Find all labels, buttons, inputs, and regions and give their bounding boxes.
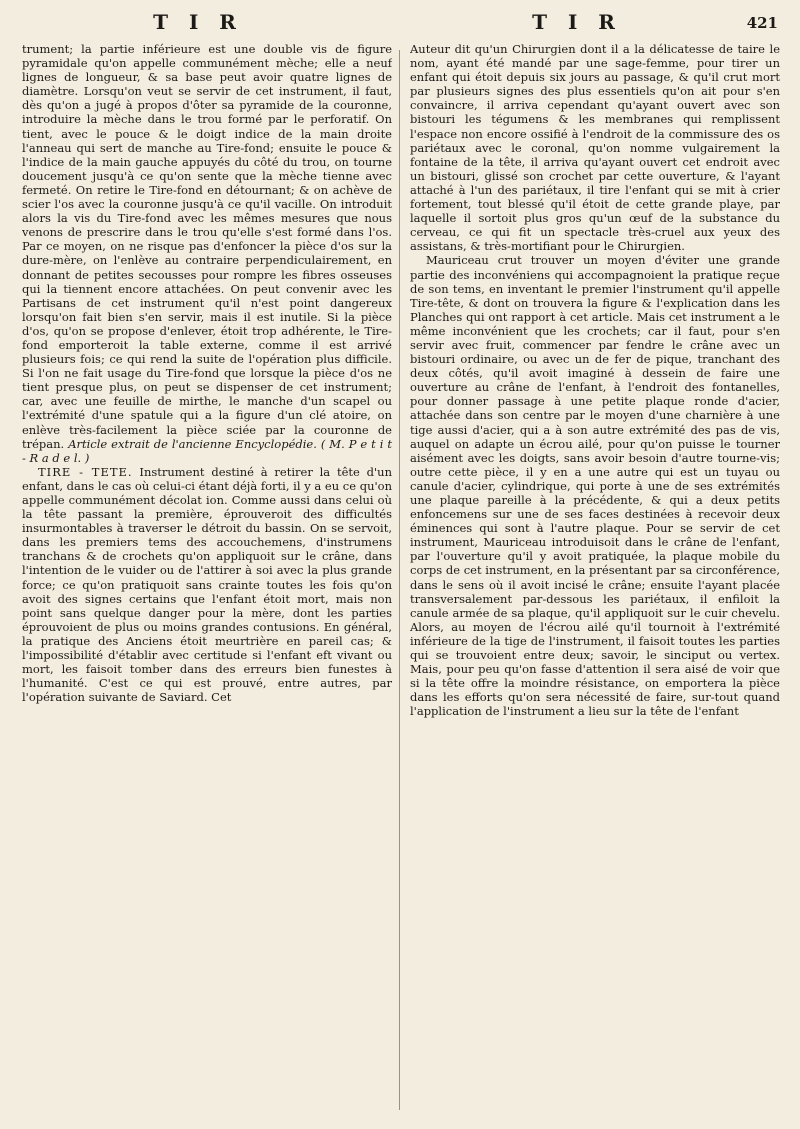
left-paragraph-continued: trument; la partie inférieure est une double vis de figure pyramidale qu'on appelle communément mèche; elle a neuf lignes de longueur, & sa base peut avoir quatre lignes de diamètre. Lorsqu'on veut se servir de cet instrument, il faut, dès qu'on a jugé à propos d'ôter sa pyramide de la couronne, introduire la mèche dans le trou formé par le perforatif. On tient, avec le pouce & le doigt indice de la main droite l'anneau qui sert de manche au Tire-fond; ensuite le pouce & l'indice de la main gauche appuyés du côté du trou, on tourne doucement jusqu'à ce qu'on sente que la mèche tienne avec fermeté. On retire le Tire-fond en détournant; & on achève de scier l'os avec la couronne jusqu'à ce qu'il vacille. On introduit alors la vis du Tire-fond avec les mêmes mesures que nous venons de prescrire dans le trou qu'elle s'est formé dans l'os. Par ce moyen, on ne risque pas d'enfoncer la pièce d'os sur la dure-mère, on l'enlève au contraire perpendiculairement, en donnant de petites secousses pour rompre les fibres osseuses qui la tiennent encore attachées. On peut convenir avec les Partisans de cet instrument qu'il n'est point dangereux lorsqu'on fait bien s'en servir, mais il est inutile. Si la pièce d'os, qu'on se propose d'enlever, étoit trop adhérente, le Tire-fond emporteroit la table externe, comme il est arrivé plusieurs fois; ce qui rend la suite de l'opération plus difficile. Si l'on ne fait usage du Tire-fond que lorsque la pièce d'os ne tient presque plus, on peut se dispenser de cet instrument; car, avec une feuille de mirthe, le manche d'un scapel ou l'extrémité d'une spatule qui a la figure d'un clé atoire, on enlève très-facilement la pièce sciée par la couronne de trépan. Article extrait de l'ancienne Encyclopédie. ( M. P e t i t - R a d e l. ) [22, 42, 392, 465]
left-column [22, 42, 392, 1122]
right-column [410, 42, 780, 1122]
left-running-title: T I R [153, 10, 243, 34]
column-divider [399, 50, 400, 1110]
right-paragraph-2: Mauriceau crut trouver un moyen d'éviter une grande partie des inconvéniens qui accompagnoient la pratique reçue de son tems, en inventant le premier l'instrument qu'il appelle Tire-tête, & dont on trouvera la figure & l'explication dans les Planches qui ont rapport à cet article. Mais cet instrument a le même inconvénient que les crochets; car il faut, pour s'en servir avec fruit, commencer par fendre le crâne avec un bistouri ordinaire, ou avec un de fer de pique, tranchant des deux côtés, qu'il avoit imaginé à dessein de faire une ouverture au crâne de l'enfant, à l'endroit des fontanelles, pour donner passage à une petite plaque ronde d'acier, attachée dans son centre par le moyen d'une charnière à une tige aussi d'acier, qui a à son autre extrémité des pas de vis, auquel on adapte un écrou ailé, pour qu'on puisse le tourner aisément avec les doigts, sans avoir besoin d'autre tourne-vis; outre cette pièce, il y en a une autre qui est un tuyau ou canule d'acier, cylindrique, qui porte à une de ses extrémités une plaque pareille à la précédente, & qui a deux petits enfoncemens sur une de ses faces destinées à recevoir deux éminences qui sont à l'autre plaque. Pour se servir de cet instrument, Mauriceau introduisoit dans le crâne de l'enfant, par l'ouverture qu'il y avoit pratiquée, la plaque mobile du corps de cet instrument, en la présentant par sa circonférence, dans le sens où il avoit incisé le crâne; ensuite l'ayant placée transversalement par-dessous les pariétaux, il enfiloit la canule armée de sa plaque, qu'il appliquoit sur le cuir chevelu. Alors, au moyen de l'écrou ailé qu'il tournoit à l'extrémité inférieure de la tige de l'instrument, il faisoit toutes les parties qui se trouvoient entre deux; savoir, le sinciput ou vertex. Mais, pour peu qu'on fasse d'attention il sera aisé de voir que si la tête offre la moindre résistance, on emportera la pièce dans les efforts qu'on sera nécessité de faire, sur-tout quand l'application de l'instrument a lieu sur la tête de l'enfant [410, 253, 780, 719]
entry-body: Instrument destiné à retirer la tête d'un enfant, dans le cas où celui-ci étant déjà forti, il y a eu ce qu'on appelle communément décolat ion. Comme aussi dans celui où la tête passant la première, éprouveroit des difficultés insurmontables à traverser le détroit du bassin. On se servoit, dans les premiers tems des accouchemens, d'instrumens tranchans & de crochets qu'on appliquoit sur le crâne, dans l'intention de le vuider ou de l'attirer à soi avec la plus grande force; ce qu'on pratiquoit sans crainte toutes les fois qu'on avoit des signes certains que l'enfant étoit mort, mais non point sans quelque danger pour la mère, dont les parties éprouvoient de plus ou moins grandes contusions. En général, la pratique des Anciens étoit meurtrière en pareil cas; & l'impossibilité d'établir avec certitude si l'enfant eft vivant ou mort, les faisoit tomber dans des erreurs bien funestes à l'humanité. C'est ce qui est prouvé, entre autres, par l'opération suivante de Saviard. Cet [22, 464, 392, 705]
right-paragraph-1: Auteur dit qu'un Chirurgien dont il a la délicatesse de taire le nom, ayant été mandé par une sage-femme, pour tirer un enfant qui étoit depuis six jours au passage, & qu'il crut mort par plusieurs signes des plus essentiels qu'on ait pour s'en convaincre, il arriva cependant qu'ayant ouvert avec son bistouri les tégumens & les membranes qui remplissent l'espace non encore ossifié à l'endroit de la commissure des os pariétaux avec le coronal, qu'on nomme vulgairement la fontaine de la tête, il arriva qu'ayant ouvert cet endroit avec un bistouri, glissé son crochet par cette ouverture, & l'ayant attaché à l'un des pariétaux, il tire l'enfant qui se mit à crier fortement, tout blessé qu'il étoit de cette grande playe, par laquelle il sortoit plus gros qu'un œuf de la substance du cerveau, ce qui fit un spectacle très-cruel aux yeux des assistans, & très-mortifiant pour le Chirurgien. [410, 42, 780, 254]
entry-term: TIRE - TETE. [38, 464, 133, 479]
source-citation: Article extrait de l'ancienne Encyclopédie. ( M. P e t i t - R a d e l. ) [22, 436, 392, 465]
page-number: 421 [746, 14, 778, 32]
running-header [0, 0, 800, 40]
right-running-title: T I R [532, 10, 622, 34]
entry-tire-tete [22, 465, 392, 705]
